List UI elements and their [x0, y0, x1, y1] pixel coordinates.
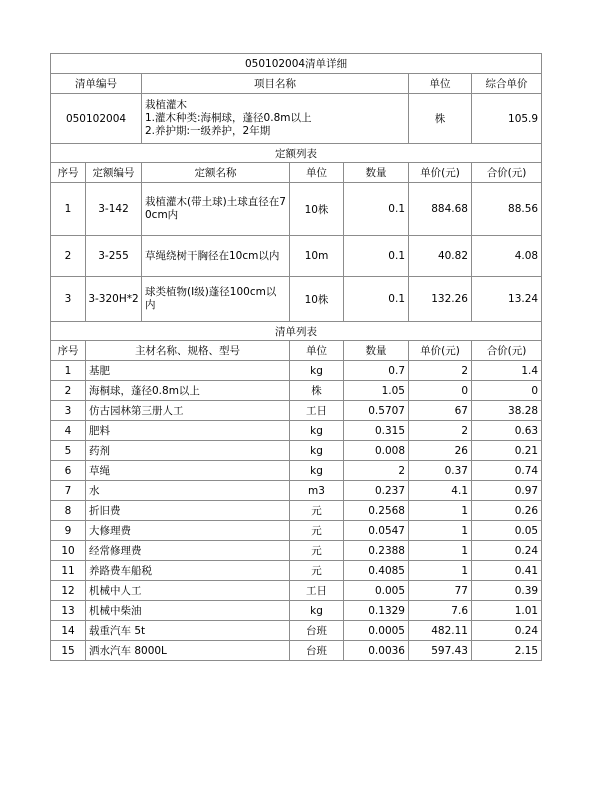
- material-name: 仿古园林第三册人工: [86, 401, 290, 421]
- quota-price: 132.26: [409, 277, 472, 322]
- material-row: [51, 461, 542, 481]
- quota-row: [51, 183, 542, 236]
- material-unit: m3: [290, 481, 344, 501]
- material-row: [51, 361, 542, 381]
- item-name: [142, 94, 409, 144]
- material-row: [51, 641, 542, 661]
- material-col-total: 合价(元): [472, 341, 542, 361]
- material-row: [51, 581, 542, 601]
- material-no: 2: [51, 381, 86, 401]
- material-unit: 台班: [290, 641, 344, 661]
- material-price: 67: [409, 401, 472, 421]
- material-price: 26: [409, 441, 472, 461]
- material-total: 0.63: [472, 421, 542, 441]
- material-total: 0.21: [472, 441, 542, 461]
- material-price: 77: [409, 581, 472, 601]
- material-no: 1: [51, 361, 86, 381]
- material-unit: kg: [290, 441, 344, 461]
- item-unit: 株: [409, 94, 472, 144]
- quota-col-price: 单价(元): [409, 163, 472, 183]
- material-qty: 2: [344, 461, 409, 481]
- material-no: 12: [51, 581, 86, 601]
- material-no: 11: [51, 561, 86, 581]
- material-no: 3: [51, 401, 86, 421]
- material-section-title: 清单列表: [51, 322, 542, 341]
- quota-no: 1: [51, 183, 86, 236]
- material-price: 482.11: [409, 621, 472, 641]
- quota-price: 40.82: [409, 236, 472, 277]
- material-col-qty: 数量: [344, 341, 409, 361]
- material-unit: kg: [290, 361, 344, 381]
- quota-col-total: 合价(元): [472, 163, 542, 183]
- quota-row: [51, 277, 542, 322]
- material-name: 药剂: [86, 441, 290, 461]
- material-name: 机械中柴油: [86, 601, 290, 621]
- material-total: 0.97: [472, 481, 542, 501]
- material-row: [51, 501, 542, 521]
- quota-total: 88.56: [472, 183, 542, 236]
- quota-section-title: 定额列表: [51, 144, 542, 163]
- material-total: 2.15: [472, 641, 542, 661]
- quota-code: 3-142: [86, 183, 142, 236]
- material-qty: 0.4085: [344, 561, 409, 581]
- material-price: 4.1: [409, 481, 472, 501]
- header-price-label: 综合单价: [472, 74, 542, 94]
- material-name: 养路费车船税: [86, 561, 290, 581]
- material-no: 7: [51, 481, 86, 501]
- material-no: 9: [51, 521, 86, 541]
- material-unit: kg: [290, 421, 344, 441]
- quota-code: 3-255: [86, 236, 142, 277]
- material-row: [51, 541, 542, 561]
- material-qty: 0.7: [344, 361, 409, 381]
- quota-price: 884.68: [409, 183, 472, 236]
- material-name: 基肥: [86, 361, 290, 381]
- material-row: [51, 481, 542, 501]
- header-unit-label: 单位: [409, 74, 472, 94]
- material-name: 机械中人工: [86, 581, 290, 601]
- quota-unit: 10株: [290, 277, 344, 322]
- quota-name: 栽植灌木(带土球)土球直径在70cm内: [142, 183, 290, 236]
- material-qty: 0.5707: [344, 401, 409, 421]
- material-no: 14: [51, 621, 86, 641]
- quota-total: 4.08: [472, 236, 542, 277]
- material-unit: kg: [290, 461, 344, 481]
- material-total: 38.28: [472, 401, 542, 421]
- material-name: 肥料: [86, 421, 290, 441]
- material-qty: 0.237: [344, 481, 409, 501]
- material-unit: kg: [290, 601, 344, 621]
- table-title: 050102004清单详细: [51, 54, 542, 74]
- material-row: [51, 381, 542, 401]
- material-total: 0.24: [472, 621, 542, 641]
- material-no: 8: [51, 501, 86, 521]
- quota-qty: 0.1: [344, 236, 409, 277]
- material-unit: 工日: [290, 401, 344, 421]
- material-price: 1: [409, 541, 472, 561]
- material-total: 0.05: [472, 521, 542, 541]
- quota-col-unit: 单位: [290, 163, 344, 183]
- material-col-unit: 单位: [290, 341, 344, 361]
- material-col-no: 序号: [51, 341, 86, 361]
- material-price: 2: [409, 421, 472, 441]
- material-row: [51, 561, 542, 581]
- material-price: 0: [409, 381, 472, 401]
- quota-col-name: 定额名称: [142, 163, 290, 183]
- header-name-label: 项目名称: [142, 74, 409, 94]
- quota-row: [51, 236, 542, 277]
- material-row: [51, 401, 542, 421]
- quota-col-qty: 数量: [344, 163, 409, 183]
- quota-no: 2: [51, 236, 86, 277]
- material-qty: 0.315: [344, 421, 409, 441]
- header-code-label: 清单编号: [51, 74, 142, 94]
- material-unit: 台班: [290, 621, 344, 641]
- material-unit: 元: [290, 561, 344, 581]
- material-name: 水: [86, 481, 290, 501]
- material-name: 洒水汽车 8000L: [86, 641, 290, 661]
- material-name: 折旧费: [86, 501, 290, 521]
- material-unit: 工日: [290, 581, 344, 601]
- material-no: 13: [51, 601, 86, 621]
- material-name: 海桐球，蓬径0.8m以上: [86, 381, 290, 401]
- quota-total: 13.24: [472, 277, 542, 322]
- material-no: 6: [51, 461, 86, 481]
- material-unit: 元: [290, 501, 344, 521]
- quota-no: 3: [51, 277, 86, 322]
- material-total: 1.01: [472, 601, 542, 621]
- item-name-line3: 2.养护期:一级养护，2年期: [145, 125, 271, 137]
- material-name: 大修理费: [86, 521, 290, 541]
- material-unit: 元: [290, 541, 344, 561]
- material-total: 0.26: [472, 501, 542, 521]
- quota-unit: 10m: [290, 236, 344, 277]
- quota-qty: 0.1: [344, 277, 409, 322]
- material-qty: 0.1329: [344, 601, 409, 621]
- material-total: 0.39: [472, 581, 542, 601]
- material-total: 1.4: [472, 361, 542, 381]
- material-qty: 1.05: [344, 381, 409, 401]
- material-price: 7.6: [409, 601, 472, 621]
- material-qty: 0.0036: [344, 641, 409, 661]
- material-price: 1: [409, 501, 472, 521]
- quota-col-no: 序号: [51, 163, 86, 183]
- item-code: 050102004: [51, 94, 142, 144]
- material-total: 0.24: [472, 541, 542, 561]
- material-unit: 株: [290, 381, 344, 401]
- material-qty: 0.005: [344, 581, 409, 601]
- item-name-line2: 1.灌木种类:海桐球，蓬径0.8m以上: [145, 112, 312, 124]
- material-qty: 0.2388: [344, 541, 409, 561]
- material-qty: 0.2568: [344, 501, 409, 521]
- material-no: 4: [51, 421, 86, 441]
- material-price: 0.37: [409, 461, 472, 481]
- material-price: 1: [409, 561, 472, 581]
- material-no: 10: [51, 541, 86, 561]
- material-price: 1: [409, 521, 472, 541]
- material-qty: 0.0005: [344, 621, 409, 641]
- material-row: [51, 621, 542, 641]
- material-row: [51, 441, 542, 461]
- material-name: 载重汽车 5t: [86, 621, 290, 641]
- material-price: 2: [409, 361, 472, 381]
- material-total: 0.74: [472, 461, 542, 481]
- material-qty: 0.008: [344, 441, 409, 461]
- material-total: 0.41: [472, 561, 542, 581]
- quota-unit: 10株: [290, 183, 344, 236]
- material-unit: 元: [290, 521, 344, 541]
- quota-code: 3-320H*2: [86, 277, 142, 322]
- item-price: 105.9: [472, 94, 542, 144]
- material-row: [51, 421, 542, 441]
- material-no: 5: [51, 441, 86, 461]
- material-price: 597.43: [409, 641, 472, 661]
- material-name: 经常修理费: [86, 541, 290, 561]
- material-total: 0: [472, 381, 542, 401]
- quota-qty: 0.1: [344, 183, 409, 236]
- material-col-name: 主材名称、规格、型号: [86, 341, 290, 361]
- material-col-price: 单价(元): [409, 341, 472, 361]
- material-row: [51, 601, 542, 621]
- material-name: 草绳: [86, 461, 290, 481]
- material-row: [51, 521, 542, 541]
- item-name-line1: 栽植灌木: [145, 99, 187, 111]
- bill-detail-table: [50, 53, 542, 661]
- material-qty: 0.0547: [344, 521, 409, 541]
- material-no: 15: [51, 641, 86, 661]
- quota-name: 球类植物(I级)蓬径100cm以内: [142, 277, 290, 322]
- quota-name: 草绳绕树干胸径在10cm以内: [142, 236, 290, 277]
- quota-col-code: 定额编号: [86, 163, 142, 183]
